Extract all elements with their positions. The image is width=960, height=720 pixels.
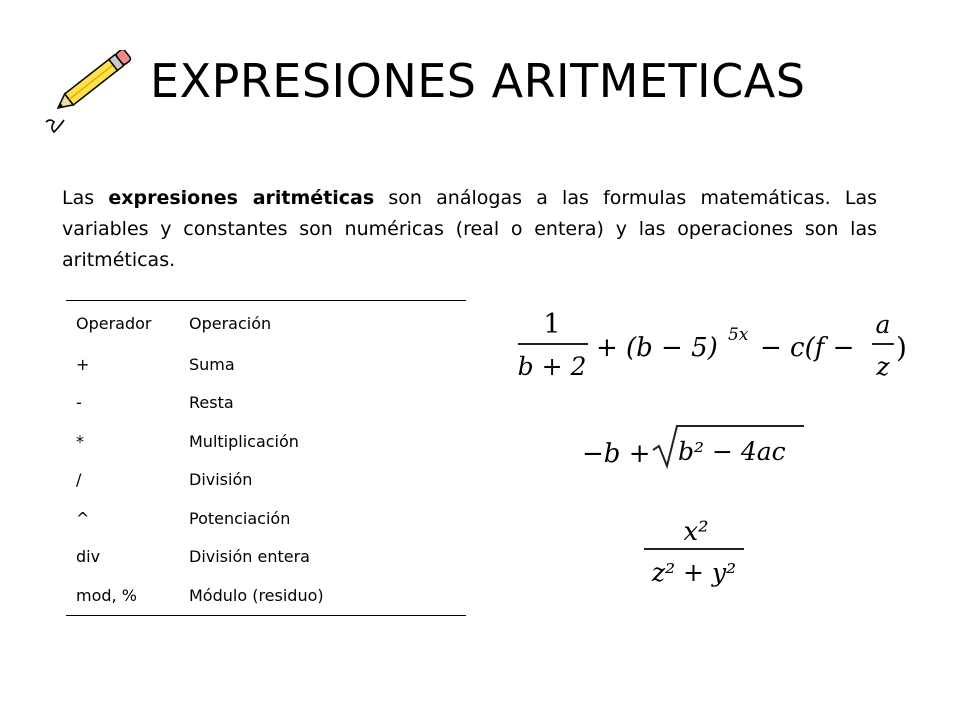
formula-examples	[500, 300, 930, 620]
table-row	[66, 576, 466, 615]
table-row	[66, 499, 466, 538]
formula-1-numerator: 1	[543, 309, 561, 340]
formula-1-plus: +	[596, 333, 618, 363]
operation-cell: Multiplicación	[189, 431, 299, 451]
formula-3-denominator: z² + y²	[651, 558, 737, 587]
slide-title: EXPRESIONES ARITMETICAS	[150, 54, 806, 108]
formula-1-denominator: b + 2	[517, 352, 587, 381]
formula-2	[582, 426, 804, 469]
table-row	[66, 422, 466, 461]
formula-2-lead: −b +	[582, 439, 651, 469]
operation-cell: Suma	[189, 354, 235, 374]
header-operador: Operador	[76, 313, 152, 333]
formula-1-close: )	[896, 331, 907, 364]
formula-3	[644, 517, 744, 587]
table-row	[66, 345, 466, 384]
operation-cell: División entera	[189, 547, 310, 567]
formula-1	[518, 309, 907, 381]
operation-cell: Resta	[189, 393, 234, 413]
operator-cell: /	[76, 470, 82, 490]
operation-cell: División	[189, 470, 253, 490]
formula-3-numerator: x²	[683, 517, 709, 547]
operation-cell: Potenciación	[189, 508, 291, 528]
table-header-row	[66, 301, 466, 346]
operator-cell: *	[76, 431, 84, 451]
intro-suffix: son análogas a las formulas matemáticas. Las variables y constantes son numéricas (real o entera) y las operaciones son las aritméticas.	[62, 187, 877, 271]
header-operacion: Operación	[189, 313, 272, 333]
intro-bold-term: expresiones aritméticas	[108, 187, 375, 209]
formula-1-a: a	[875, 310, 891, 339]
table-row	[66, 384, 466, 423]
table-row	[66, 538, 466, 577]
intro-prefix: Las	[62, 187, 109, 209]
operator-cell: mod, %	[76, 585, 137, 605]
formula-1-paren: (b − 5)	[626, 333, 718, 363]
formula-1-z: z	[876, 352, 890, 381]
operator-cell: +	[76, 354, 90, 374]
formula-2-radicand: b² − 4ac	[678, 437, 786, 466]
operators-table	[66, 300, 466, 616]
operator-cell: div	[76, 547, 101, 567]
table-row	[66, 461, 466, 500]
operator-cell: -	[76, 393, 82, 413]
formula-1-exponent: 5x	[728, 325, 749, 345]
operator-cell: ^	[76, 508, 90, 528]
pencil-icon	[40, 50, 135, 135]
operation-cell: Módulo (residuo)	[189, 585, 324, 605]
formula-1-minus-c: − c(f −	[760, 333, 855, 363]
intro-paragraph	[62, 183, 877, 276]
